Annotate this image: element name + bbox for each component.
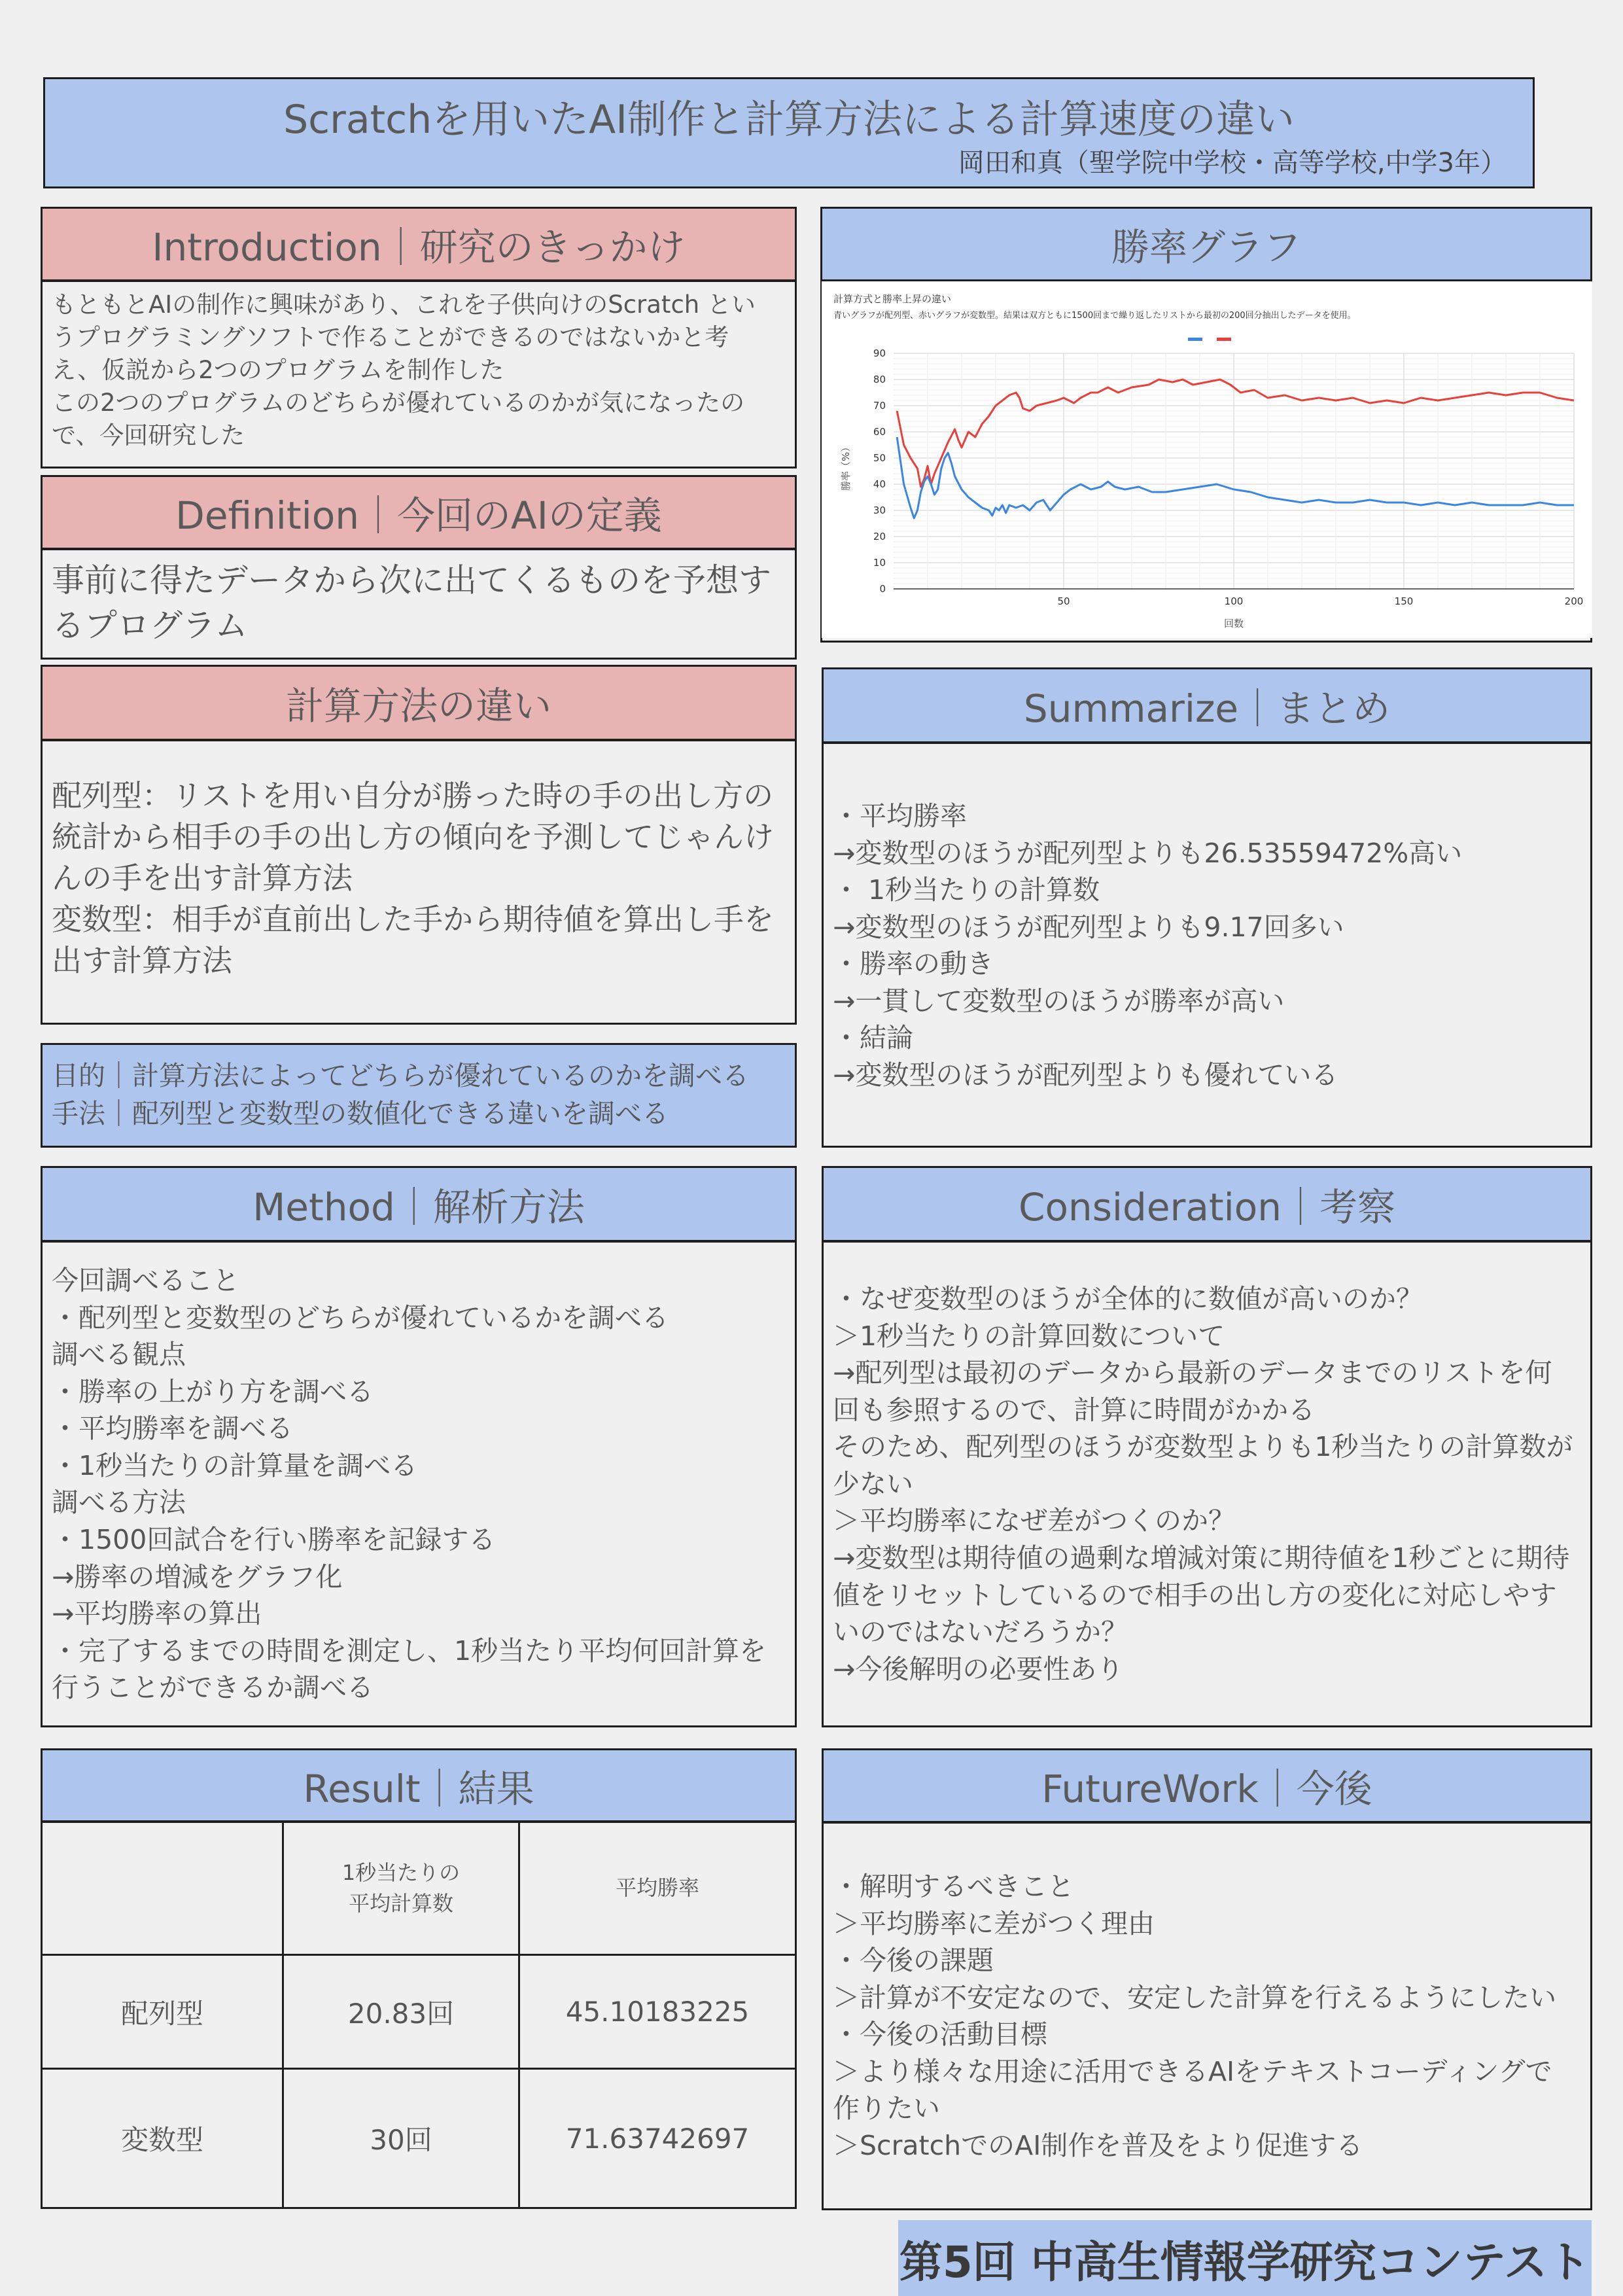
y-tick-label: 60	[873, 426, 886, 438]
introduction-line: え、仮説から2つのプログラムを制作した	[52, 355, 504, 384]
method-line: 調べる観点	[52, 1339, 186, 1371]
chart-x-ticks	[1057, 595, 1583, 607]
consideration-line: いのではないだろうか？	[833, 1616, 1128, 1648]
consideration-panel	[822, 1241, 1592, 1727]
introduction-line: で、今回研究した	[52, 421, 245, 450]
introduction-line: もともとAIの制作に興味があり、これを子供向けのScratch とい	[52, 291, 756, 319]
summarize-line: ・結論	[833, 1022, 913, 1054]
table-header-calc-line: 平均計算数	[348, 1890, 453, 1916]
introduction-line: うプログラミングソフトで作ることができるのではないかと考	[52, 323, 729, 351]
consideration-line: ＞1秒当たりの計算回数について	[833, 1320, 1225, 1352]
method-line: ・1500回試合を行い勝率を記録する	[52, 1524, 496, 1556]
futurework-line: ＞計算が不安定なので、安定した計算を行えるようにしたい	[833, 1981, 1557, 2013]
summarize-heading: Summarize｜まとめ	[822, 667, 1592, 743]
futurework-line: ＞ScratchでのAI制作を普及をより促進する	[833, 2130, 1363, 2162]
chart-ylabel: 勝率（%）	[840, 442, 852, 491]
table-row	[42, 2069, 796, 2208]
futurework-line: 作りたい	[833, 2093, 940, 2125]
y-tick-label: 40	[873, 478, 886, 490]
title-banner	[43, 77, 1535, 188]
chart-svg	[822, 281, 1592, 638]
table-cell-rate: 71.63742697	[519, 2069, 796, 2208]
table-corner-cell	[42, 1822, 283, 1955]
y-tick-label: 70	[873, 400, 886, 412]
table-header-calc	[283, 1822, 519, 1955]
chart-y-ticks	[873, 347, 886, 595]
method-line: ・平均勝率を調べる	[52, 1413, 293, 1445]
method-line: 今回調べること	[52, 1265, 239, 1296]
futurework-line: ＞平均勝率に差がつく理由	[833, 1907, 1155, 1939]
chart-xlabel: 回数	[1223, 618, 1244, 629]
definition-line: 事前に得たデータから次に出てくるものを予想す	[52, 561, 771, 599]
purpose-line: 手法｜配列型と変数型の数値化できる違いを調べる	[52, 1098, 669, 1130]
y-tick-label: 90	[873, 347, 886, 359]
methods-diff-line: 配列型：リストを用い自分が勝った時の手の出し方の	[52, 778, 774, 813]
method-line: ・勝率の上がり方を調べる	[52, 1375, 374, 1407]
poster-title: Scratchを用いたAI制作と計算方法による計算速度の違い	[283, 97, 1295, 143]
methods-diff-heading: 計算方法の違い	[41, 665, 797, 741]
consideration-line: →配列型は最初のデータから最新のデータまでのリストを何	[833, 1357, 1552, 1389]
introduction-line: この2つのプログラムのどちらが優れているのかが気になったの	[52, 388, 745, 417]
table-cell-rate: 45.10183225	[519, 1955, 796, 2069]
contest-footer: 第5回 中高生情報学研究コンテスト	[898, 2220, 1592, 2296]
purpose-line: 目的｜計算方法によってどちらが優れているのかを調べる	[52, 1060, 749, 1091]
table-row	[42, 1822, 796, 1955]
consideration-line: ＞平均勝率になぜ差がつくのか？	[833, 1505, 1235, 1537]
methods-diff-line: んの手を出す計算方法	[52, 860, 353, 896]
summarize-line: ・ 1秒当たりの計算数	[833, 874, 1100, 906]
consideration-text	[833, 1280, 1573, 1687]
series-line-red	[897, 380, 1574, 487]
table-header-calc-line: 1秒当たりの	[341, 1860, 461, 1886]
methods-diff-text	[52, 775, 774, 981]
summarize-line: →一貫して変数型のほうが勝率が高い	[833, 985, 1285, 1017]
futurework-line: ・今後の課題	[833, 1945, 994, 1977]
legend-swatch-red	[1217, 338, 1231, 341]
graph-heading: 勝率グラフ	[820, 207, 1592, 281]
futurework-line: ・今後の活動目標	[833, 2019, 1047, 2051]
futurework-line: ・解明するべきこと	[833, 1871, 1074, 1902]
method-line: →平均勝率の算出	[52, 1598, 262, 1630]
summarize-line: ・平均勝率	[833, 800, 967, 832]
table-cell-calc: 30回	[283, 2069, 519, 2208]
x-tick-label: 50	[1057, 595, 1070, 607]
table-cell-calc: 20.83回	[283, 1955, 519, 2069]
summarize-line: →変数型のほうが配列型よりも9.17回多い	[833, 911, 1344, 943]
methods-diff-line: 変数型：相手が直前出した手から期待値を算出し手を	[52, 902, 774, 938]
y-tick-label: 10	[873, 557, 886, 569]
y-tick-label: 80	[873, 374, 886, 385]
futurework-line: ＞より様々な用途に活用できるAIをテキストコーディングで	[833, 2055, 1552, 2087]
method-line: →勝率の増減をグラフ化	[52, 1561, 343, 1593]
consideration-line: そのため、配列型のほうが変数型よりも1秒当たりの計算数が	[833, 1431, 1573, 1463]
table-header-rate: 平均勝率	[519, 1822, 796, 1955]
x-tick-label: 150	[1394, 595, 1414, 607]
method-line: ・配列型と変数型のどちらが優れているかを調べる	[52, 1301, 669, 1333]
purpose-text	[52, 1057, 749, 1133]
futurework-panel	[822, 1822, 1592, 2210]
method-line: ・1秒当たりの計算量を調べる	[52, 1449, 418, 1481]
result-table	[41, 1820, 797, 2209]
method-text	[52, 1262, 766, 1706]
definition-line: るプログラム	[52, 607, 248, 645]
futurework-heading: FutureWork｜今後	[822, 1748, 1592, 1823]
chart-title: 計算方式と勝率上昇の違い	[833, 293, 952, 305]
method-line: ・完了するまでの時間を測定し、1秒当たり平均何回計算を	[52, 1634, 767, 1667]
introduction-heading: Introduction｜研究のきっかけ	[41, 207, 797, 281]
poster-author: 岡田和真（聖学院中学校・高等学校,中学3年）	[958, 148, 1507, 178]
methods-diff-panel	[41, 739, 797, 1025]
futurework-text	[833, 1868, 1556, 2164]
summarize-line: ・勝率の動き	[833, 948, 994, 980]
consideration-line: →今後解明の必要性あり	[833, 1653, 1124, 1685]
method-line: 行うことができるか調べる	[52, 1672, 374, 1704]
summarize-panel	[822, 742, 1592, 1148]
consideration-line: →変数型は期待値の過剰な増減対策に期待値を1秒ごとに期待	[833, 1542, 1570, 1574]
series-line-blue	[897, 437, 1574, 518]
definition-heading: Definition｜今回のAIの定義	[41, 475, 797, 550]
table-cell-name: 配列型	[42, 1955, 283, 2069]
y-tick-label: 0	[879, 583, 886, 595]
summarize-line: →変数型のほうが配列型よりも26.53559472%高い	[833, 837, 1463, 869]
definition-panel	[41, 548, 797, 660]
purpose-panel	[41, 1043, 797, 1148]
methods-diff-line: 出す計算方法	[52, 943, 232, 979]
y-tick-label: 20	[873, 531, 886, 542]
introduction-panel	[41, 280, 797, 468]
x-tick-label: 200	[1564, 595, 1584, 607]
chart-area	[822, 281, 1592, 638]
definition-text	[52, 558, 771, 648]
consideration-heading: Consideration｜考察	[822, 1166, 1592, 1242]
methods-diff-line: 統計から相手の手の出し方の傾向を予測してじゃんけ	[52, 819, 774, 855]
table-cell-name: 変数型	[42, 2069, 283, 2208]
result-heading: Result｜結果	[41, 1748, 797, 1823]
chart-subtitle: 青いグラフが配列型、赤いグラフが変数型。結果は双方ともに1500回まで繰り返したリストから最初の200回分抽出したデータを使用。	[833, 311, 1356, 321]
summarize-line: →変数型のほうが配列型よりも優れている	[833, 1059, 1338, 1091]
consideration-line: 回も参照するので、計算に時間がかかる	[833, 1394, 1316, 1426]
summarize-text	[833, 798, 1462, 1094]
legend-swatch-blue	[1188, 338, 1202, 341]
consideration-line: ・なぜ変数型のほうが全体的に数値が高いのか？	[833, 1283, 1423, 1315]
y-tick-label: 30	[873, 504, 886, 516]
chart-legend	[1188, 338, 1231, 341]
consideration-line: 少ない	[833, 1468, 913, 1500]
consideration-line: 値をリセットしているので相手の出し方の変化に対応しやす	[833, 1579, 1557, 1611]
x-tick-label: 100	[1224, 595, 1244, 607]
introduction-text	[52, 289, 756, 452]
chart-grid	[894, 353, 1574, 589]
y-tick-label: 50	[873, 452, 886, 464]
method-line: 調べる方法	[52, 1487, 186, 1519]
table-row	[42, 1955, 796, 2069]
method-heading: Method｜解析方法	[41, 1166, 797, 1242]
method-panel	[41, 1241, 797, 1727]
